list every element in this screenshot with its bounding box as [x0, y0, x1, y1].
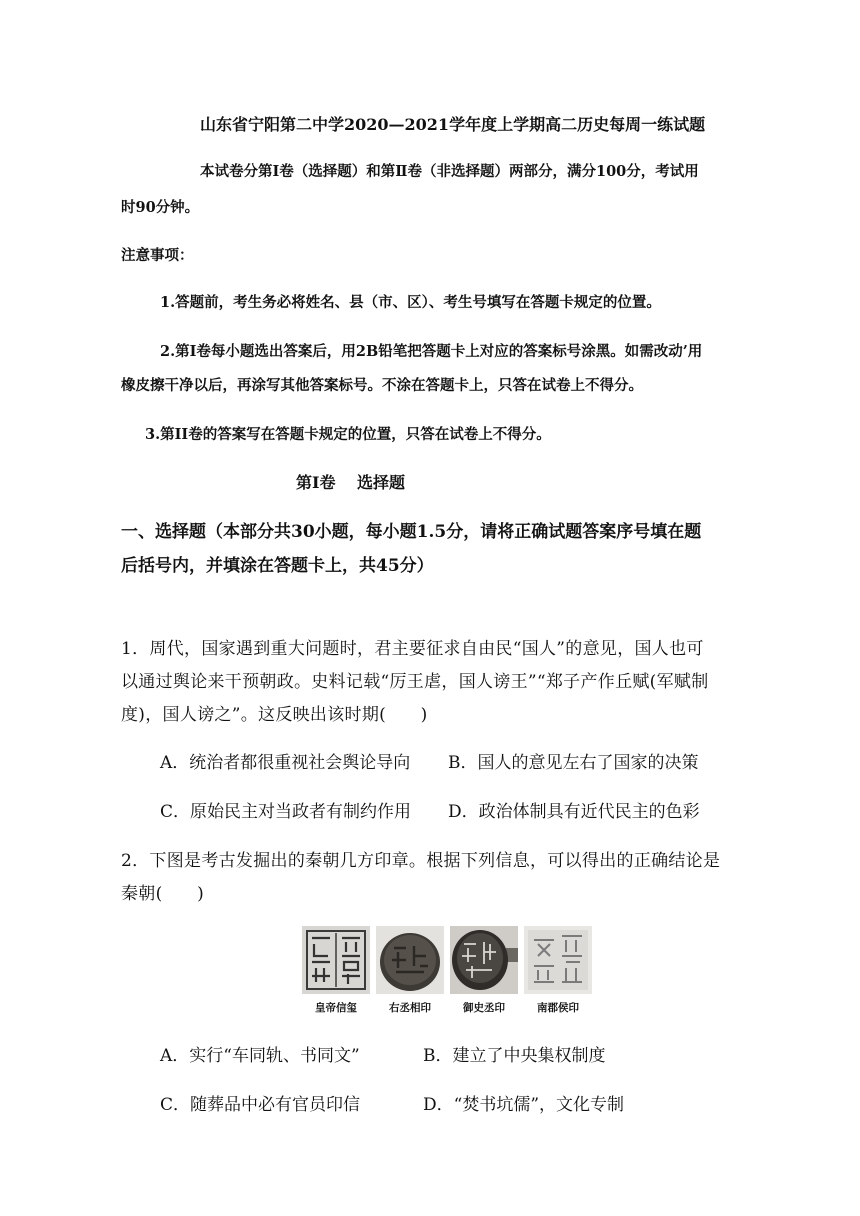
question-2-option-d: D．“焚书坑儒”，文化专制	[423, 1095, 625, 1115]
seal-yushi-chengyin-image	[450, 926, 518, 994]
seal-caption-3: 御史丞印	[463, 1002, 505, 1014]
question-2-line-2: 秦朝( )	[121, 884, 205, 904]
seal-you-chengxiang-yin-image	[376, 926, 444, 994]
notice-heading: 注意事项：	[121, 247, 194, 264]
notice-item-3: 3.第II卷的答案写在答题卡规定的位置，只答在试卷上不得分。	[145, 426, 551, 443]
seal-caption-4: 南郡侯印	[537, 1002, 579, 1014]
seal-nanjun-houyin-image	[524, 926, 592, 994]
seal-huangdi-xinxi-image	[302, 926, 370, 994]
question-2-option-a: A．实行“车同轨、书同文”	[160, 1046, 360, 1066]
question-2-line-1: 2．下图是考古发掘出的秦朝几方印章。根据下列信息，可以得出的正确结论是	[121, 851, 721, 871]
question-1-option-d: D．政治体制具有近代民主的色彩	[448, 802, 700, 822]
question-2-option-b: B．建立了中央集权制度	[423, 1046, 606, 1066]
question-1-line-1: 1．周代，国家遇到重大问题时，君主要征求自由民“国人”的意见，国人也可	[121, 639, 704, 659]
intro-line-1: 本试卷分第Ⅰ卷（选择题）和第Ⅱ卷（非选择题）两部分，满分100分，考试用	[200, 163, 699, 180]
question-1-line-2: 以通过舆论来干预朝政。史料记载“厉王虐，国人谤王”“郑子产作丘赋(军赋制	[121, 672, 709, 692]
notice-item-2-line-2: 橡皮擦干净以后，再涂写其他答案标号。不涂在答题卡上，只答在试卷上不得分。	[121, 377, 643, 394]
part-title: 第Ⅰ卷 选择题	[296, 473, 406, 492]
section-heading-line-2: 后括号内，并填涂在答题卡上，共45分）	[121, 556, 434, 576]
exam-title: 山东省宁阳第二中学2020—2021学年度上学期高二历史每周一练试题	[200, 115, 706, 134]
seal-caption-1: 皇帝信玺	[315, 1002, 357, 1014]
question-1-line-3: 度)，国人谤之”。这反映出该时期( )	[121, 705, 428, 725]
question-1-option-c: C．原始民主对当政者有制约作用	[160, 802, 412, 822]
seal-figure	[302, 926, 592, 1018]
section-heading-line-1: 一、选择题（本部分共30小题，每小题1.5分，请将正确试题答案序号填在题	[121, 522, 702, 542]
question-2-option-c: C．随葬品中必有官员印信	[160, 1095, 361, 1115]
notice-item-2-line-1: 2.第Ⅰ卷每小题选出答案后，用2B铅笔把答题卡上对应的答案标号涂黑。如需改动’用	[160, 343, 703, 360]
notice-item-1: 1.答题前，考生务必将姓名、县（市、区）、考生号填写在答题卡规定的位置。	[160, 294, 661, 311]
intro-line-2: 时90分钟。	[121, 199, 200, 216]
question-1-option-b: B．国人的意见左右了国家的决策	[448, 753, 699, 773]
seal-caption-2: 右丞相印	[389, 1002, 431, 1014]
question-1-option-a: A．统治者都很重视社会舆论导向	[160, 753, 411, 773]
